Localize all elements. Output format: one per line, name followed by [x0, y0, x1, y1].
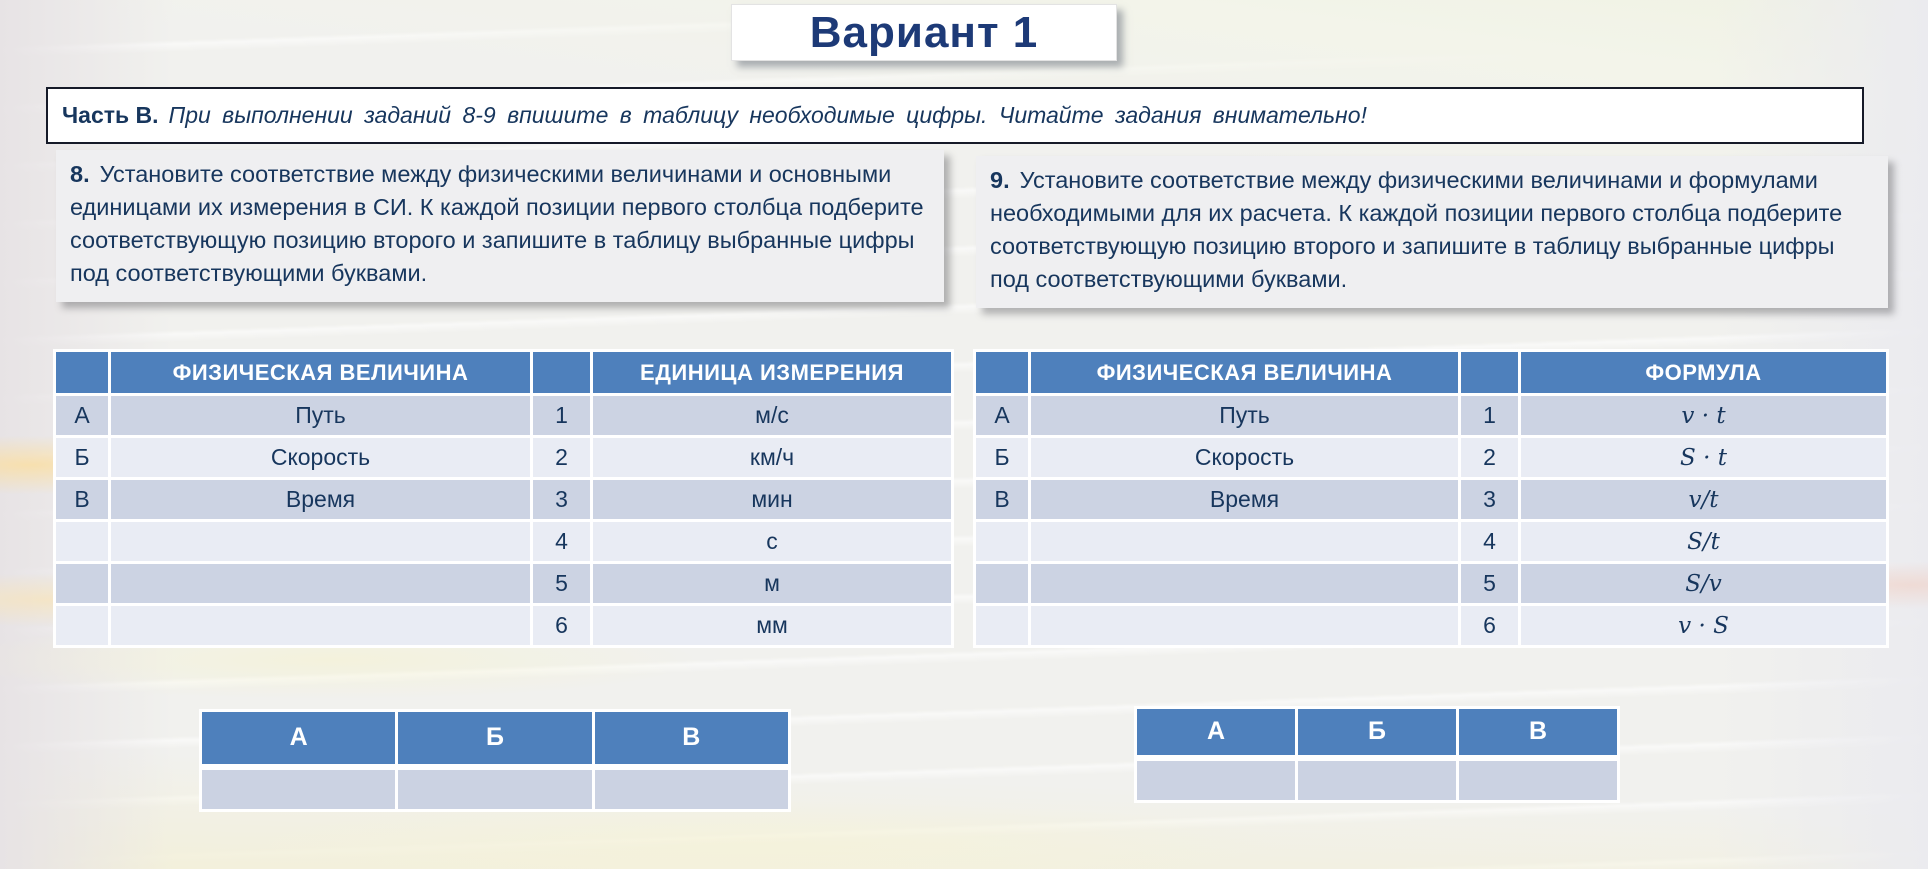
- formula-cell: v/t: [1520, 479, 1888, 521]
- answer-cell-b[interactable]: [397, 767, 593, 811]
- answer-cell-v[interactable]: [593, 767, 789, 811]
- table-row: [55, 479, 953, 521]
- task-8-card: [56, 150, 944, 302]
- part-b-instruction: При выполнении заданий 8-9 впишите в таблицу необходимые цифры. Читайте задания внимательно!: [168, 102, 1367, 128]
- answer-header-b: Б: [1297, 708, 1458, 758]
- formula-cell: S · t: [1520, 437, 1888, 479]
- quantity-cell: Путь: [110, 395, 532, 437]
- column-header-blank: [1460, 351, 1520, 395]
- quantity-cell: [110, 563, 532, 605]
- column-header-quantity: ФИЗИЧЕСКАЯ ВЕЛИЧИНА: [1030, 351, 1460, 395]
- letter-cell: [55, 605, 110, 647]
- table-row: [975, 521, 1888, 563]
- number-cell: 1: [532, 395, 592, 437]
- table-row: [55, 563, 953, 605]
- letter-cell: [55, 521, 110, 563]
- match-table-formulas: [973, 349, 1889, 648]
- letter-cell: [55, 563, 110, 605]
- table-row: [55, 521, 953, 563]
- answer-input-row: [1136, 758, 1619, 802]
- column-header-blank: [532, 351, 592, 395]
- unit-cell: м/с: [592, 395, 953, 437]
- quantity-cell: Скорость: [110, 437, 532, 479]
- column-header-blank: [55, 351, 110, 395]
- table-row: [55, 605, 953, 647]
- answer-cell-b[interactable]: [1297, 758, 1458, 802]
- number-cell: 4: [532, 521, 592, 563]
- number-cell: 4: [1460, 521, 1520, 563]
- column-header-formula: ФОРМУЛА: [1520, 351, 1888, 395]
- answer-header-a: А: [1136, 708, 1297, 758]
- table-row: [55, 395, 953, 437]
- number-cell: 1: [1460, 395, 1520, 437]
- letter-cell: В: [975, 479, 1030, 521]
- answer-header-row: [201, 711, 790, 767]
- letter-cell: [975, 605, 1030, 647]
- number-cell: 2: [532, 437, 592, 479]
- formula-cell: S/t: [1520, 521, 1888, 563]
- answer-table-task-9: [1134, 706, 1620, 803]
- task-9-number: 9.: [990, 167, 1010, 193]
- number-cell: 5: [532, 563, 592, 605]
- number-cell: 2: [1460, 437, 1520, 479]
- answer-header-row: [1136, 708, 1619, 758]
- quantity-cell: Скорость: [1030, 437, 1460, 479]
- column-header-unit: ЕДИНИЦА ИЗМЕРЕНИЯ: [592, 351, 953, 395]
- column-header-blank: [975, 351, 1030, 395]
- answer-table-task-8: [199, 709, 791, 812]
- quantity-cell: Путь: [1030, 395, 1460, 437]
- number-cell: 6: [1460, 605, 1520, 647]
- formula-cell: S/v: [1520, 563, 1888, 605]
- page-title: Вариант 1: [809, 7, 1039, 57]
- answer-cell-a[interactable]: [201, 767, 397, 811]
- formula-cell: v · t: [1520, 395, 1888, 437]
- table-header-row: [55, 351, 953, 395]
- unit-cell: км/ч: [592, 437, 953, 479]
- table-row: [975, 437, 1888, 479]
- formula-cell: v · S: [1520, 605, 1888, 647]
- quantity-cell: [110, 605, 532, 647]
- number-cell: 3: [532, 479, 592, 521]
- number-cell: 5: [1460, 563, 1520, 605]
- quantity-cell: Время: [1030, 479, 1460, 521]
- table-row: [975, 563, 1888, 605]
- unit-cell: м: [592, 563, 953, 605]
- column-header-quantity: ФИЗИЧЕСКАЯ ВЕЛИЧИНА: [110, 351, 532, 395]
- number-cell: 3: [1460, 479, 1520, 521]
- quantity-cell: [1030, 563, 1460, 605]
- quantity-cell: [1030, 521, 1460, 563]
- letter-cell: В: [55, 479, 110, 521]
- number-cell: 6: [532, 605, 592, 647]
- answer-cell-a[interactable]: [1136, 758, 1297, 802]
- letter-cell: А: [975, 395, 1030, 437]
- quantity-cell: [110, 521, 532, 563]
- part-b-strip: [46, 87, 1864, 144]
- title-box: [731, 4, 1117, 61]
- letter-cell: Б: [975, 437, 1030, 479]
- task-8-number: 8.: [70, 161, 90, 187]
- answer-cell-v[interactable]: [1458, 758, 1619, 802]
- task-9-text: Установите соответствие между физическими величинами и формулами необходимыми для их расчета. К каждой позиции первого столбца подберите соответствующую позицию второго и запишите в таблицу выбранные цифры под соответствующими буквами.: [990, 167, 1843, 292]
- table-header-row: [975, 351, 1888, 395]
- answer-header-v: В: [1458, 708, 1619, 758]
- quantity-cell: Время: [110, 479, 532, 521]
- answer-header-a: А: [201, 711, 397, 767]
- letter-cell: Б: [55, 437, 110, 479]
- table-row: [975, 395, 1888, 437]
- table-row: [975, 605, 1888, 647]
- letter-cell: [975, 563, 1030, 605]
- letter-cell: А: [55, 395, 110, 437]
- table-row: [55, 437, 953, 479]
- part-b-label: Часть В.: [62, 102, 159, 128]
- unit-cell: мин: [592, 479, 953, 521]
- task-8-text: Установите соответствие между физическими величинами и основными единицами их измерения в СИ. К каждой позиции первого столбца подберите соответствующую позицию второго и запишите в таблицу выбранные цифры под соответствующими буквами.: [70, 161, 924, 286]
- table-row: [975, 479, 1888, 521]
- match-table-units: [53, 349, 954, 648]
- quantity-cell: [1030, 605, 1460, 647]
- unit-cell: с: [592, 521, 953, 563]
- task-9-card: [976, 156, 1888, 308]
- answer-input-row: [201, 767, 790, 811]
- unit-cell: мм: [592, 605, 953, 647]
- answer-header-v: В: [593, 711, 789, 767]
- answer-header-b: Б: [397, 711, 593, 767]
- letter-cell: [975, 521, 1030, 563]
